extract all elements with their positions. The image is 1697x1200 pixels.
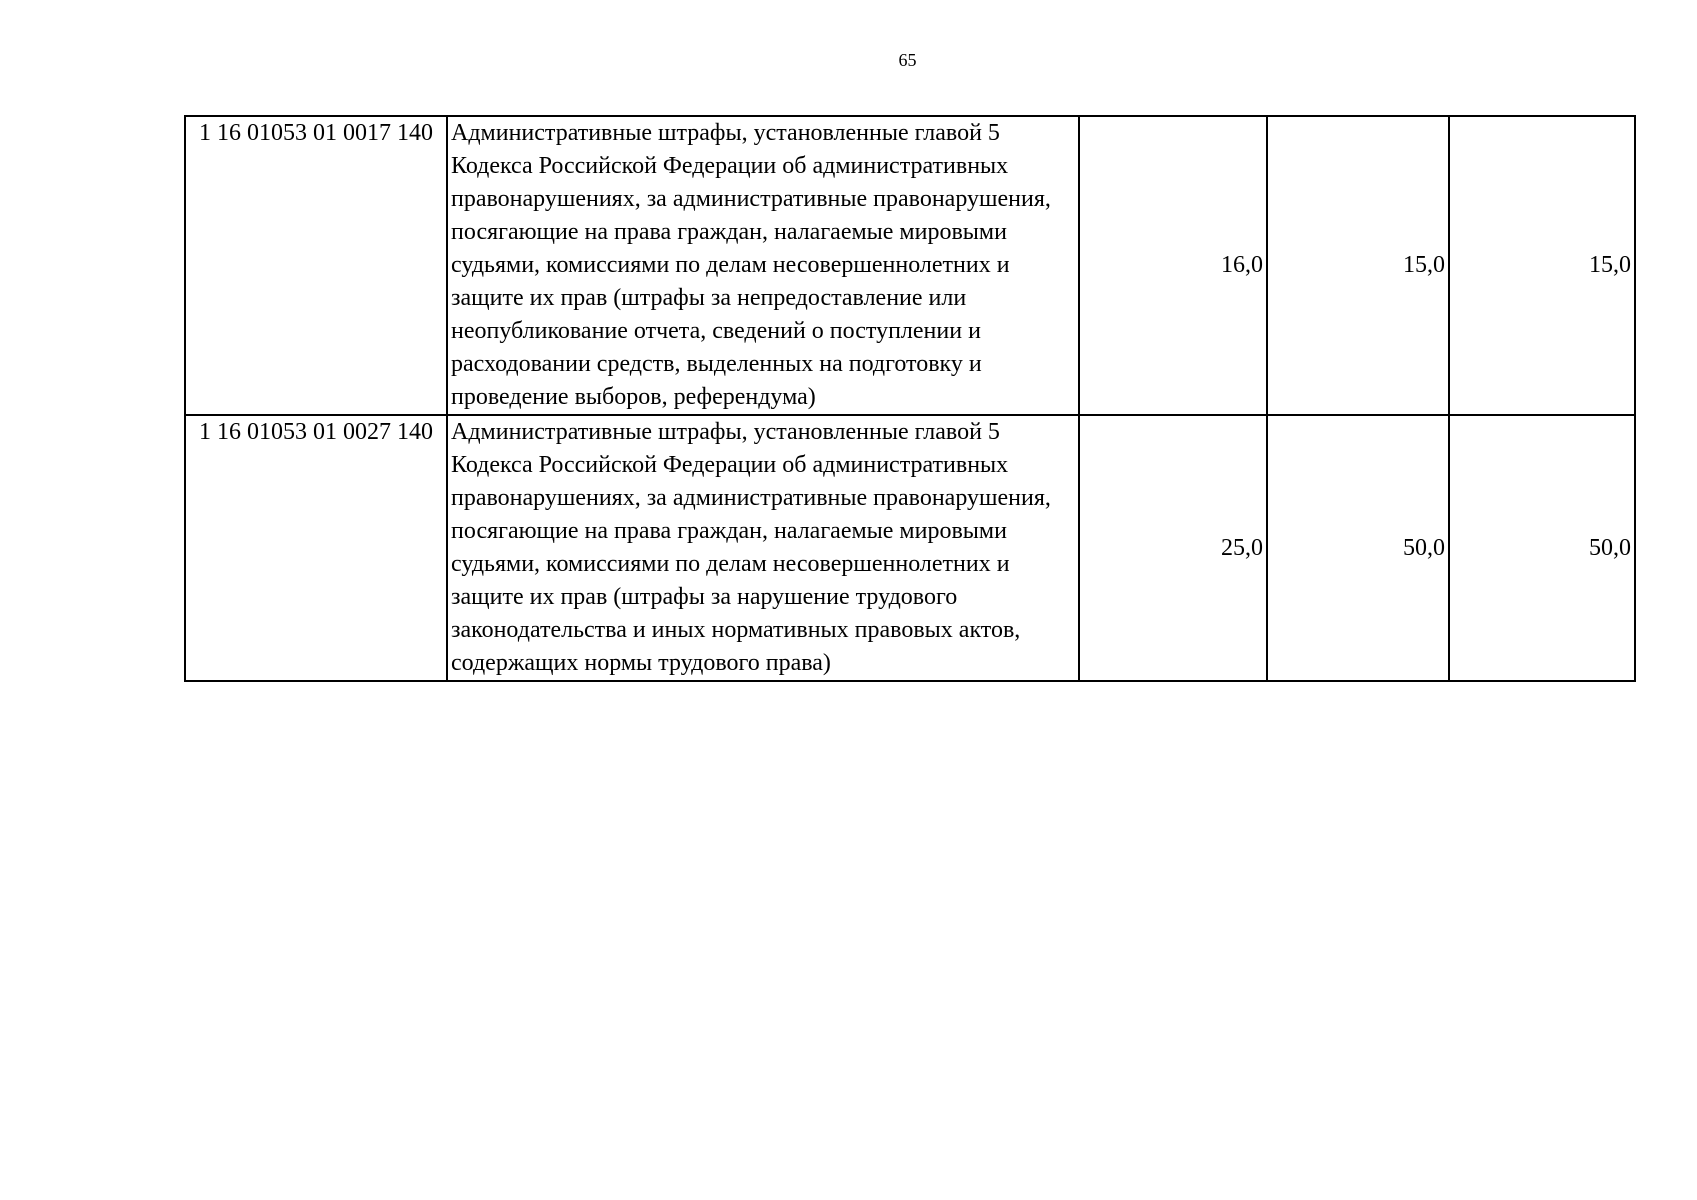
value-cell-year-1: 25,0 (1079, 415, 1267, 681)
value-cell-year-1: 16,0 (1079, 116, 1267, 415)
revenue-code-cell: 1 16 01053 01 0017 140 (185, 116, 447, 415)
table-row (185, 415, 1635, 681)
value-cell-year-3: 50,0 (1449, 415, 1635, 681)
description-cell: Административные штрафы, установленные главой 5 Кодекса Российской Федерации об административных правонарушениях, за административные правонарушения, посягающие на права граждан, налагаемые мировыми судьями, комиссиями по делам несовершеннолетних и защите их прав (штрафы за непредоставление или неопубликование отчета, сведений о поступлении и расходовании средств, выделенных на подготовку и проведение выборов, референдума) (447, 116, 1079, 415)
value-cell-year-3: 15,0 (1449, 116, 1635, 415)
table-row (185, 116, 1635, 415)
value-cell-year-2: 50,0 (1267, 415, 1449, 681)
page-number: 65 (898, 50, 917, 70)
value-cell-year-2: 15,0 (1267, 116, 1449, 415)
description-cell: Административные штрафы, установленные главой 5 Кодекса Российской Федерации об административных правонарушениях, за административные правонарушения, посягающие на права граждан, налагаемые мировыми судьями, комиссиями по делам несовершеннолетних и защите их прав (штрафы за нарушение трудового законодательства и иных нормативных правовых актов, содержащих нормы трудового права) (447, 415, 1079, 681)
budget-revenue-table (184, 115, 1636, 682)
revenue-code-cell: 1 16 01053 01 0027 140 (185, 415, 447, 681)
